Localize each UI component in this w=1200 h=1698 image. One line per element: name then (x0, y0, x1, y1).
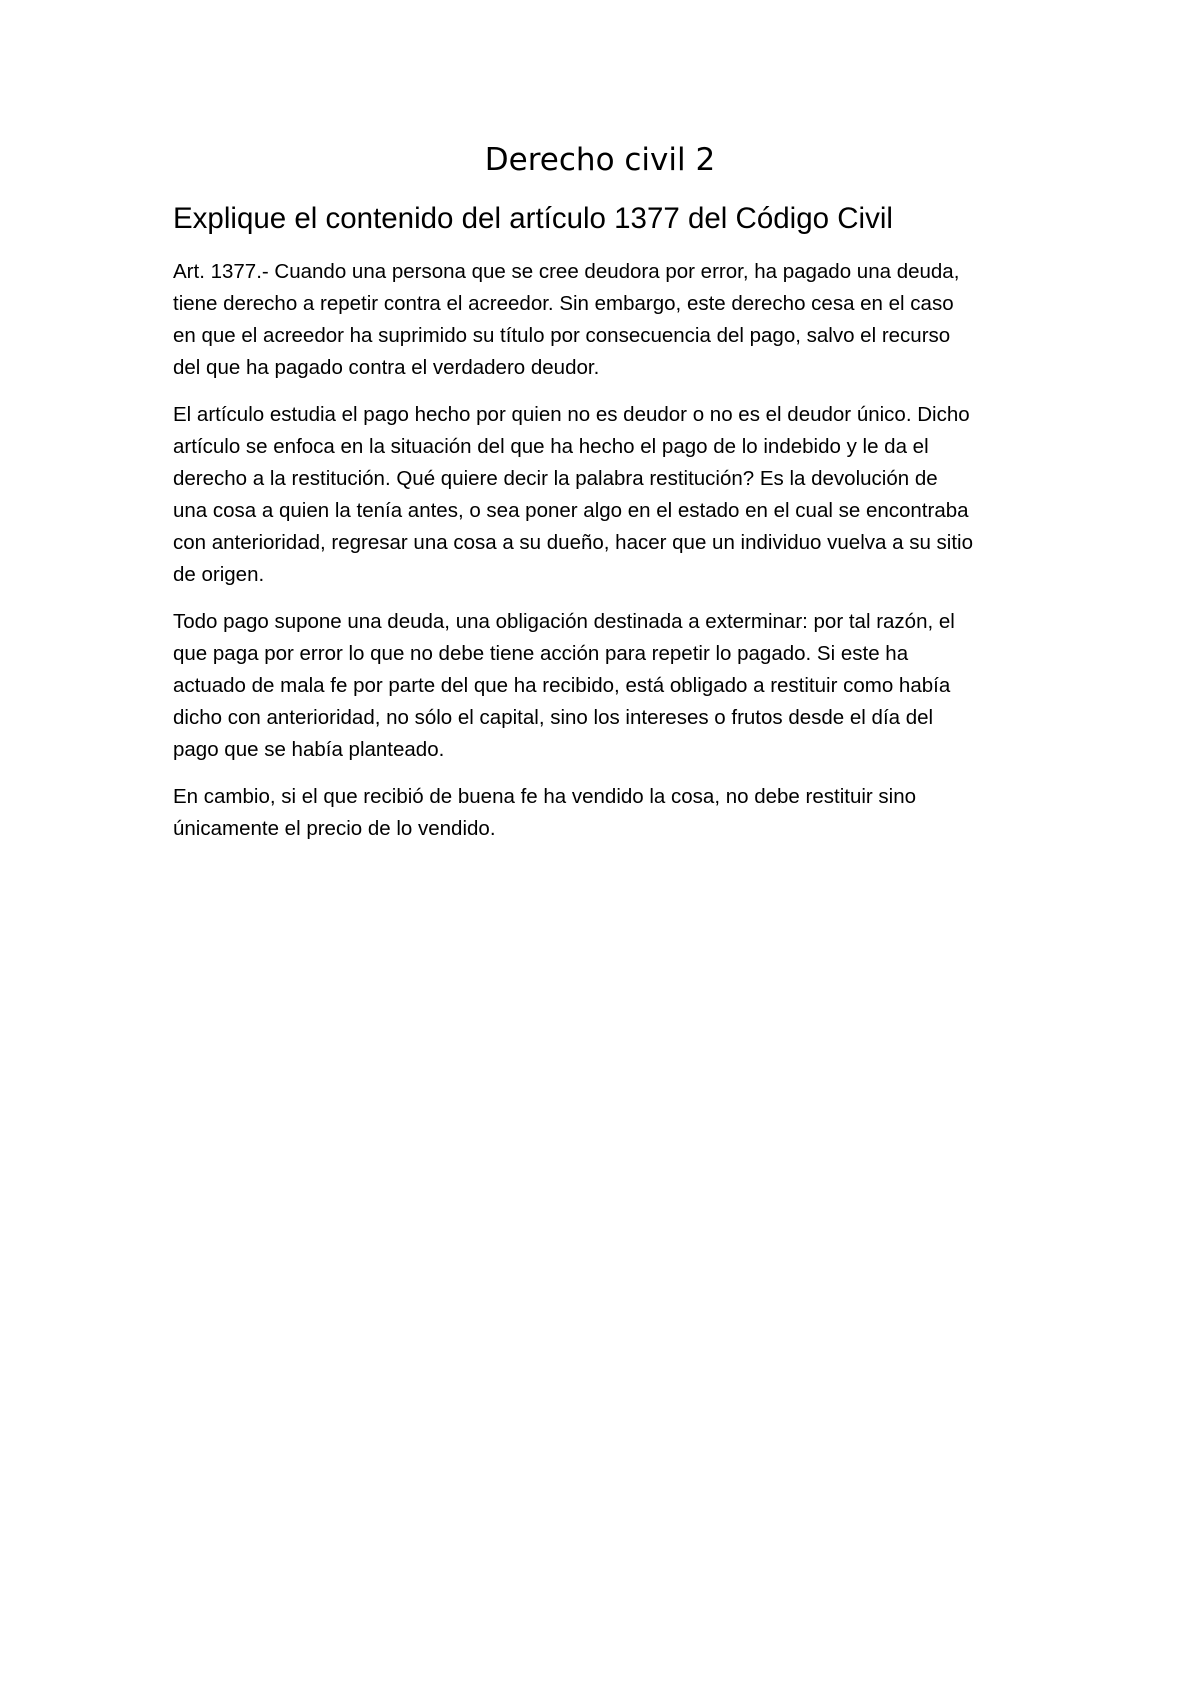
question-heading: Explique el contenido del artículo 1377 del Código Civil (173, 202, 893, 235)
text-line: artículo se enfoca en la situación del que ha hecho el pago de lo indebido y le da el (173, 435, 929, 458)
text-line: del que ha pagado contra el verdadero deudor. (173, 356, 600, 379)
paragraph-explanation (173, 399, 1053, 591)
text-line: que paga por error lo que no debe tiene acción para repetir lo pagado. Si este ha (173, 642, 909, 665)
text-line: de origen. (173, 563, 265, 586)
text-line: El artículo estudia el pago hecho por quien no es deudor o no es el deudor único. Dicho (173, 403, 970, 426)
text-line: Art. 1377.- Cuando una persona que se cree deudora por error, ha pagado una deuda, (173, 260, 960, 283)
text-line: con anterioridad, regresar una cosa a su dueño, hacer que un individuo vuelva a su sitio (173, 531, 974, 554)
text-line: Todo pago supone una deuda, una obligación destinada a exterminar: por tal razón, el (173, 610, 955, 633)
paragraph-payment (173, 606, 1053, 766)
text-line: actuado de mala fe por parte del que ha recibido, está obligado a restituir como había (173, 674, 951, 697)
text-line: en que el acreedor ha suprimido su título por consecuencia del pago, salvo el recurso (173, 324, 951, 347)
document-title: Derecho civil 2 (484, 142, 716, 178)
document-body (173, 256, 1053, 860)
text-line: una cosa a quien la tenía antes, o sea poner algo en el estado en el cual se encontraba (173, 499, 969, 522)
text-line: pago que se había planteado. (173, 738, 445, 761)
text-line: únicamente el precio de lo vendido. (173, 817, 496, 840)
text-line: tiene derecho a repetir contra el acreedor. Sin embargo, este derecho cesa en el caso (173, 292, 954, 315)
text-line: dicho con anterioridad, no sólo el capital, sino los intereses o frutos desde el día del (173, 706, 934, 729)
text-line: derecho a la restitución. Qué quiere decir la palabra restitución? Es la devolución de (173, 467, 938, 490)
paragraph-good-faith (173, 781, 1053, 845)
text-line: En cambio, si el que recibió de buena fe ha vendido la cosa, no debe restituir sino (173, 785, 917, 808)
paragraph-article-text (173, 256, 1053, 384)
